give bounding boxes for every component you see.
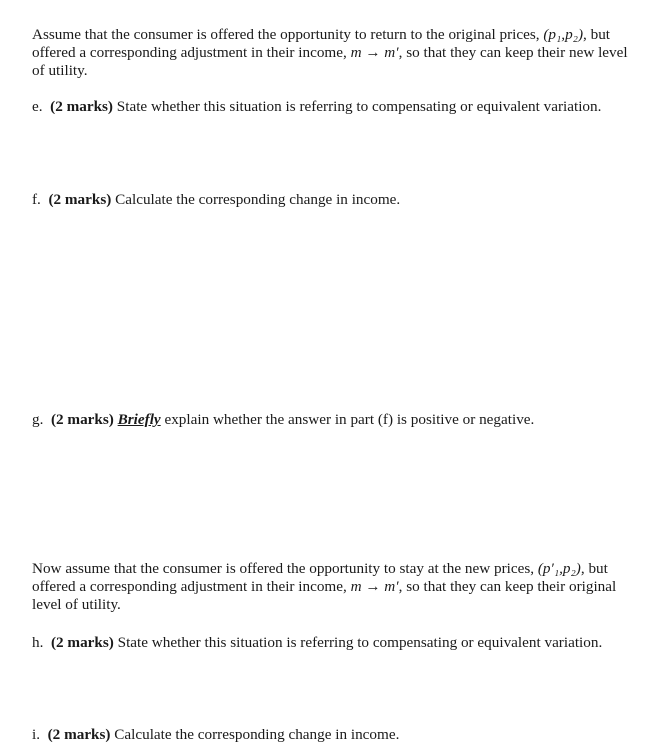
question-e <box>32 98 664 116</box>
question-i-marks: (2 marks) <box>47 726 111 743</box>
intro1-line-2: offered a corresponding adjustment in their income, m → m′, so that they can keep their new level <box>32 44 628 61</box>
question-f <box>32 191 664 209</box>
question-g-label: g. <box>32 411 44 428</box>
question-g <box>32 411 664 429</box>
question-i <box>32 726 664 744</box>
question-h-text: State whether this situation is referring to compensating or equivalent variation. <box>113 634 603 651</box>
question-h-marks: (2 marks) <box>50 634 114 651</box>
intro-paragraph-1 <box>32 26 664 80</box>
question-g-text: explain whether the answer in part (f) is positive or negative. <box>160 411 535 428</box>
new-prices-math: (p′₁,p₂) <box>537 560 581 577</box>
question-f-label: f. <box>32 191 41 208</box>
question-i-text: Calculate the corresponding change in income. <box>110 726 400 743</box>
question-h <box>32 634 664 652</box>
income-change-math-2: m → m′ <box>350 578 399 595</box>
question-e-marks: (2 marks) <box>50 98 113 115</box>
question-f-marks: (2 marks) <box>48 191 112 208</box>
original-prices-math: (p₁,p₂) <box>543 26 584 43</box>
intro2-line-2: offered a corresponding adjustment in their income, m → m′, so that they can keep their original <box>32 578 617 595</box>
question-e-label: e. <box>32 98 43 115</box>
question-i-label: i. <box>32 726 41 743</box>
intro1-line-1: Assume that the consumer is offered the opportunity to return to the original prices, (p₁,p₂), but <box>32 26 611 43</box>
question-g-marks: (2 marks) <box>50 411 114 428</box>
income-change-math: m → m′ <box>350 44 399 61</box>
question-g-emphasis: Briefly <box>117 411 161 428</box>
intro-paragraph-2 <box>32 560 664 614</box>
intro2-line-3: level of utility. <box>32 596 121 613</box>
question-e-text: State whether this situation is referring to compensating or equivalent variation. <box>113 98 602 115</box>
intro2-line-1: Now assume that the consumer is offered the opportunity to stay at the new prices, (p′₁,p₂), but <box>32 560 608 577</box>
question-h-label: h. <box>32 634 44 651</box>
question-f-text: Calculate the corresponding change in income. <box>111 191 401 208</box>
intro1-line-3: of utility. <box>32 62 88 79</box>
